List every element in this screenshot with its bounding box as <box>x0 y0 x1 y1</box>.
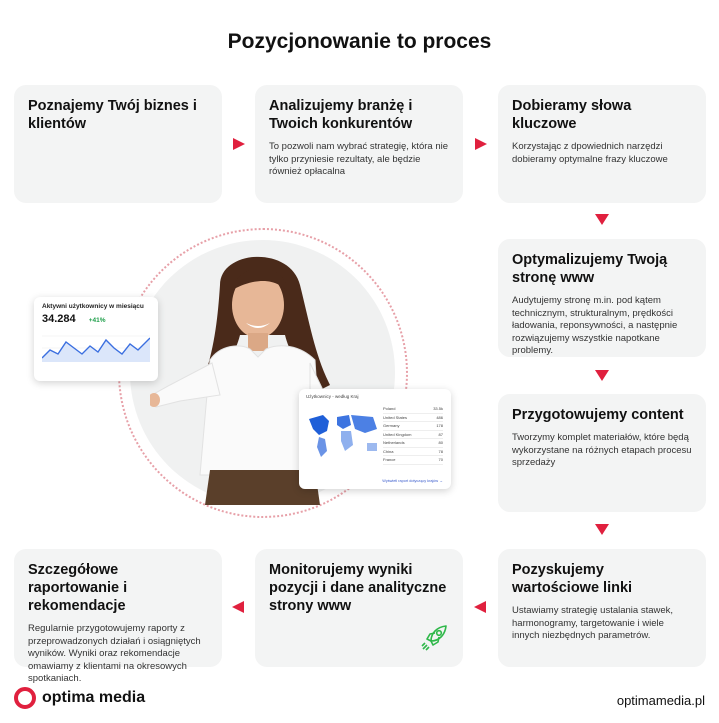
step-card-2 <box>255 85 463 203</box>
step-title: Pozyskujemy wartościowe linki <box>512 562 633 596</box>
arrow-left-icon <box>474 601 486 613</box>
step-card-7 <box>255 549 463 667</box>
step-title: Dobieramy słowa kluczowe <box>512 98 632 132</box>
page-title: Pozycjonowanie to proces <box>227 30 492 53</box>
users-sparkline <box>42 328 150 370</box>
arrow-down-icon <box>595 524 609 535</box>
table-row: United Kingdom 87 <box>383 431 443 440</box>
arrow-right-icon <box>233 138 245 150</box>
step-card-1 <box>14 85 222 203</box>
table-row: China 78 <box>383 448 443 457</box>
active-users-delta: +41% <box>88 317 106 324</box>
rocket-icon <box>417 621 451 655</box>
step-text: Regularnie przygotowujemy raporty z przeprowadzonych działań i osiągniętych wyników. Wyniki oraz rekomendacje omawiamy z klientami na okresowych spotkaniach. <box>28 623 201 684</box>
step-title: Przygotowujemy content <box>512 407 684 423</box>
country-map-widget <box>299 389 451 489</box>
step-card-5 <box>498 394 706 512</box>
step-title: Monitorujemy wyniki pozycji i dane analityczne strony www <box>269 562 447 614</box>
step-text: Ustawiamy strategię ustalania stawek, harmonogramy, targetowanie i wiele innych niezbędnych parametrów. <box>512 605 674 641</box>
arrow-down-icon <box>595 214 609 225</box>
step-title: Poznajemy Twój biznes i klientów <box>28 98 197 132</box>
table-row: Netherlands 80 <box>383 439 443 448</box>
table-row: Poland 33.5k <box>383 405 443 414</box>
widget-title: Aktywni użytkownicy w miesiącu <box>42 303 144 310</box>
arrow-left-icon <box>232 601 244 613</box>
step-title: Optymalizujemy Twoją stronę www <box>512 252 668 286</box>
widget-title: Użytkownicy - według Kraj <box>306 394 359 399</box>
country-table <box>383 405 443 465</box>
step-title: Szczegółowe raportowanie i rekomendacje <box>28 562 128 614</box>
step-card-6 <box>498 549 706 667</box>
logo-ring-icon <box>14 687 36 709</box>
step-text: Audytujemy stronę m.in. pod kątem technicznym, strukturalnym, prędkości ładowania, reponsywności, a następnie rozwiązujemy wszystkie napotkane problemy. <box>512 295 678 356</box>
step-text: To pozwoli nam wybrać strategię, która nie tylko przyniesie rezultaty, ale będzie również opłacalna <box>269 141 448 177</box>
table-row: France 70 <box>383 456 443 465</box>
active-users-widget <box>34 297 158 381</box>
step-card-4 <box>498 239 706 357</box>
world-map <box>305 407 381 461</box>
step-text: Korzystając z dpowiednich narzędzi dobieramy optymalne frazy kluczowe <box>512 141 668 165</box>
table-row: United States 486 <box>383 414 443 423</box>
widget-value <box>42 313 150 325</box>
step-text: Tworzymy komplet materiałów, które będą wykorzystane na różnych etapach procesu sprzedaży <box>512 432 692 468</box>
arrow-right-icon <box>475 138 487 150</box>
website-link[interactable]: optimamedia.pl <box>616 693 705 708</box>
country-report-link[interactable]: Wyświetl raport dotyczący krajów → <box>382 479 443 483</box>
step-title: Analizujemy branżę i Twoich konkurentów <box>269 98 413 132</box>
brand-name: optima media <box>42 689 146 706</box>
step-card-3 <box>498 85 706 203</box>
step-card-8 <box>14 549 222 684</box>
active-users-value: 34.284 <box>42 313 76 325</box>
table-row: Germany 178 <box>383 422 443 431</box>
arrow-down-icon <box>595 370 609 381</box>
brand-logo[interactable] <box>14 687 145 709</box>
